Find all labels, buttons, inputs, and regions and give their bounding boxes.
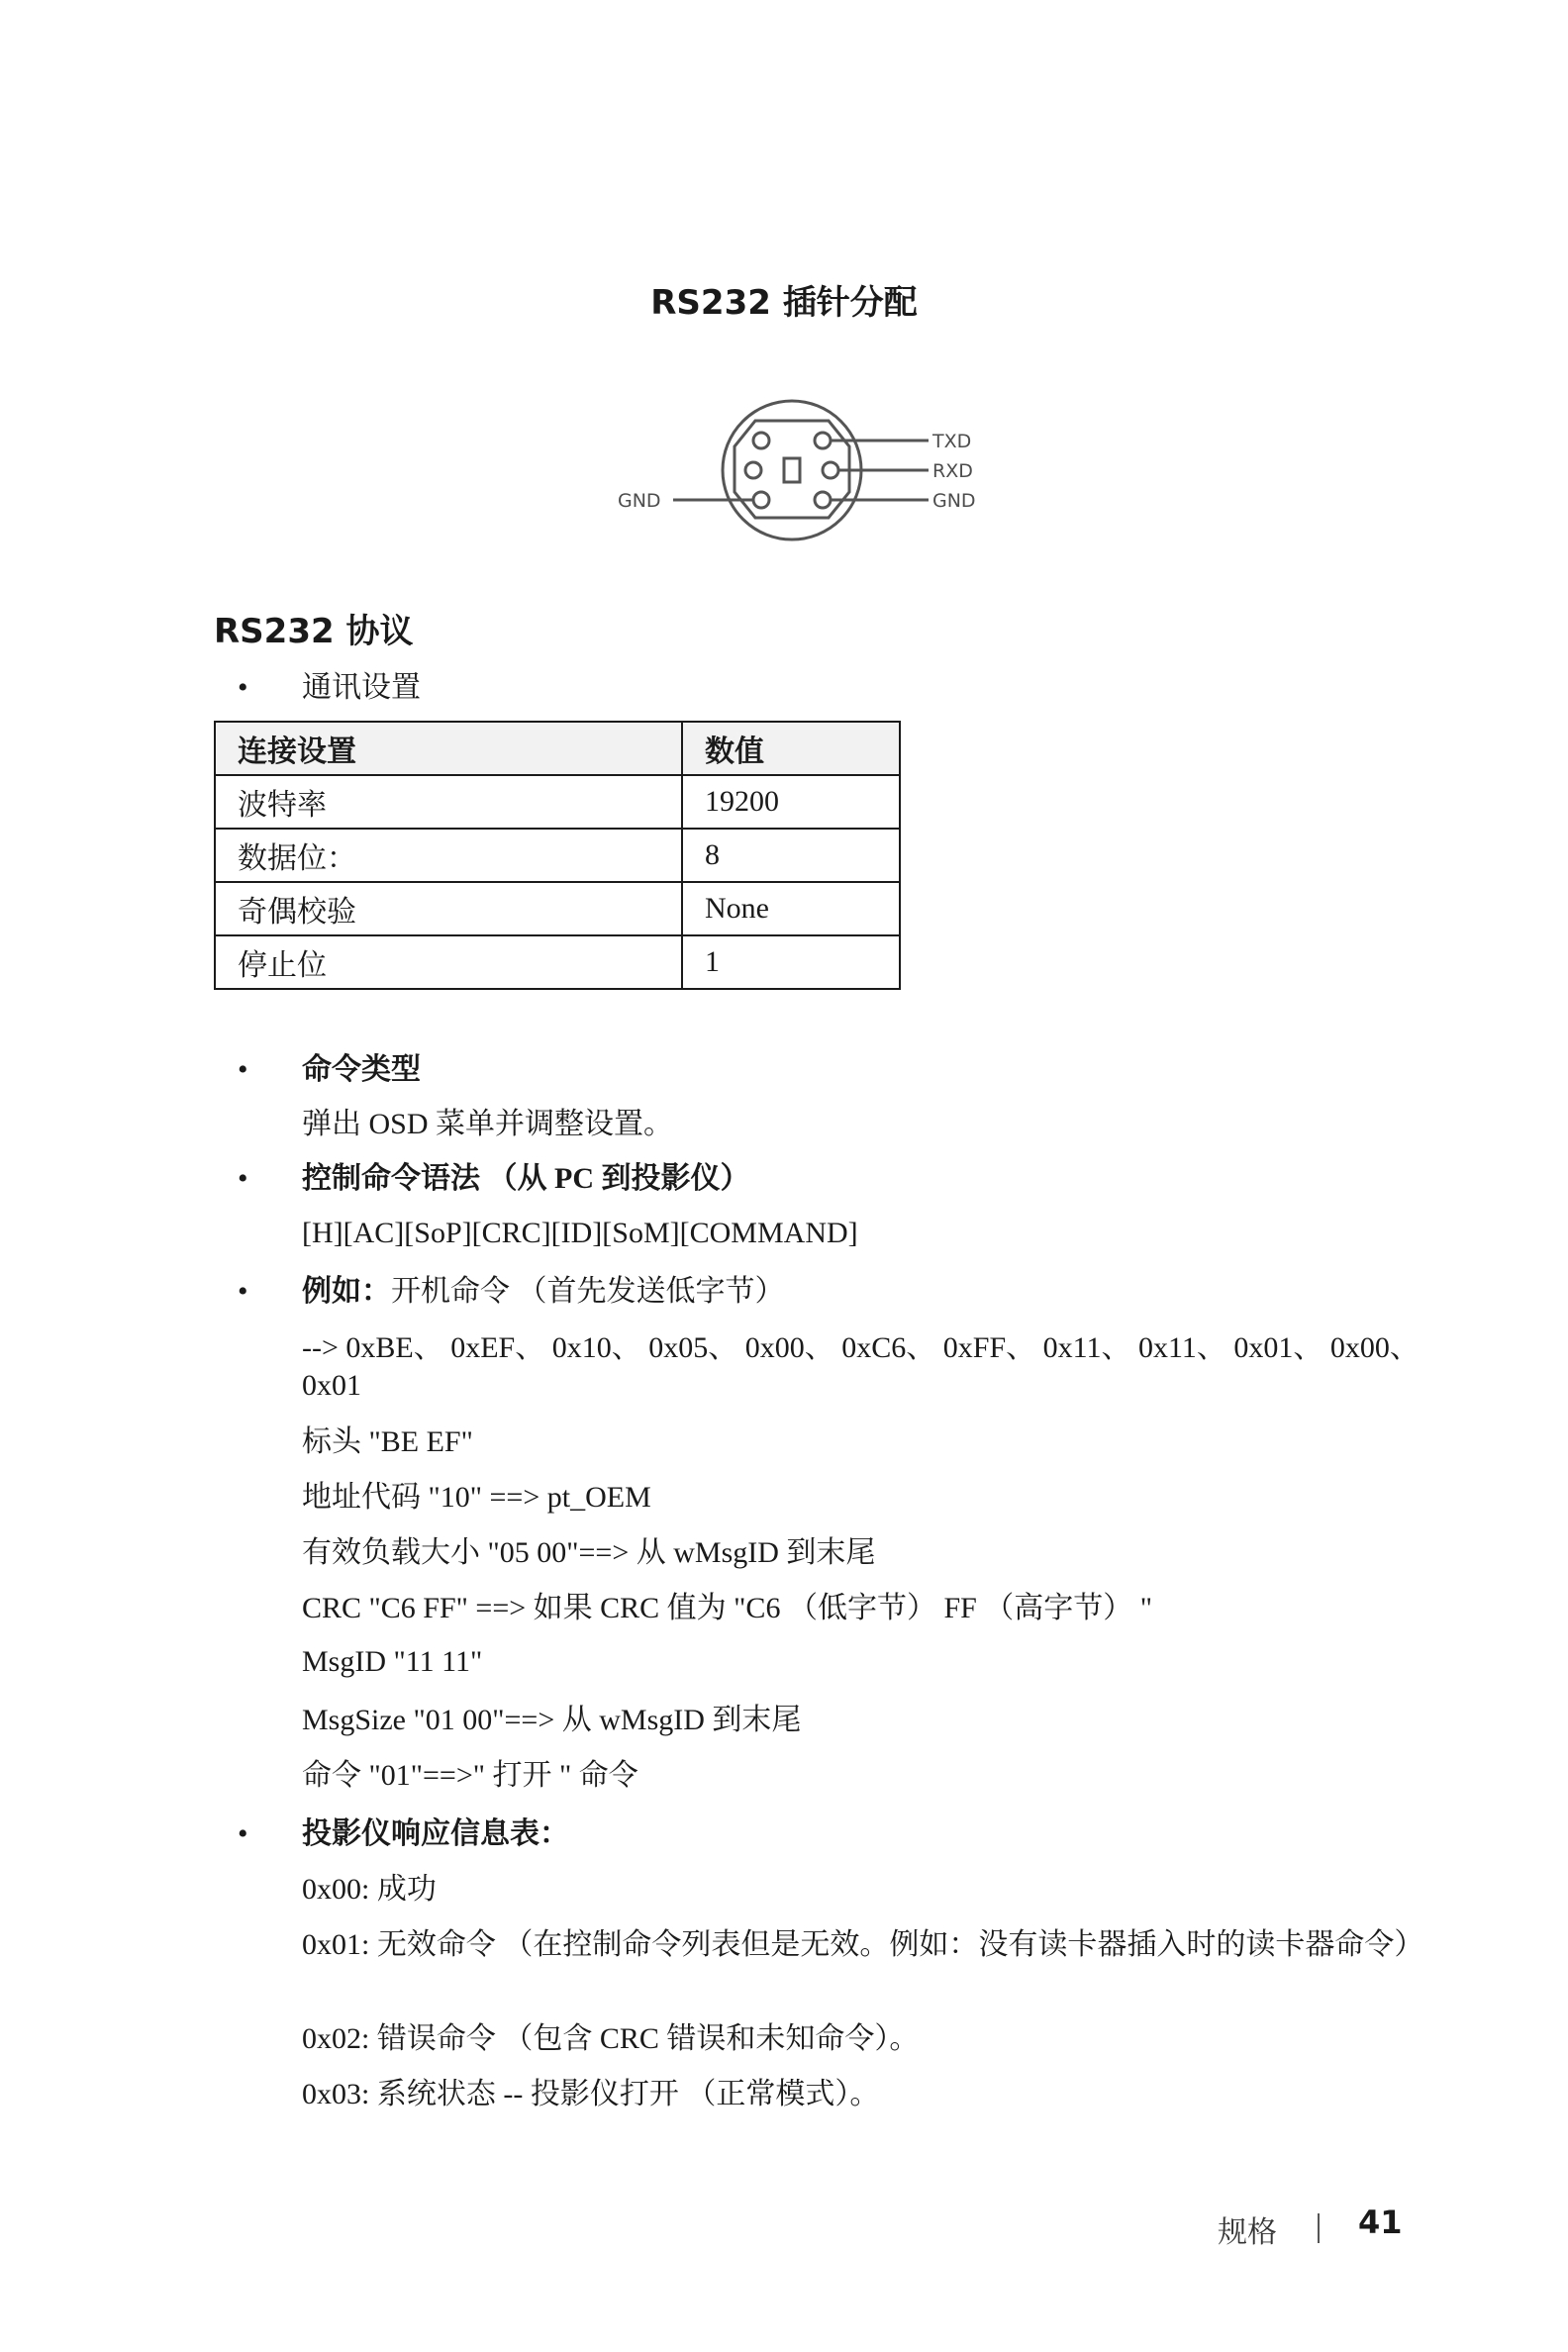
control-syntax-text: [H][AC][SoP][CRC][ID][SoM][COMMAND] — [302, 1217, 858, 1249]
pin-1 — [753, 433, 769, 448]
setting-value: 8 — [682, 829, 900, 882]
protocol-heading: RS232 协议 — [214, 612, 414, 651]
page-number: 41 — [1358, 2204, 1403, 2241]
example-detail-crc: CRC "C6 FF" ==> 如果 CRC 值为 "C6 （低字节） FF （高字节） " — [302, 1592, 1153, 1624]
response-item: 0x03: 系统状态 -- 投影仪打开 （正常模式）。 — [302, 2078, 880, 2110]
header-value: 数值 — [682, 722, 900, 775]
setting-value: 19200 — [682, 775, 900, 829]
command-type-label: 命令类型 — [302, 1053, 421, 1086]
setting-name: 波特率 — [215, 775, 682, 829]
pin-3 — [745, 462, 761, 478]
bullet-marker: • — [238, 1162, 248, 1195]
example-detail-command: 命令 "01"==>" 打开 " 命令 — [302, 1759, 638, 1792]
header-connection-setting: 连接设置 — [215, 722, 682, 775]
pin-5 — [753, 492, 769, 508]
response-item: 0x00: 成功 — [302, 1873, 437, 1906]
footer-section-name: 规格 — [1218, 2216, 1277, 2249]
table-row — [215, 882, 900, 935]
gnd-left-label: GND — [618, 490, 661, 512]
response-label: 投影仪响应信息表： — [302, 1817, 569, 1850]
setting-name: 停止位 — [215, 935, 682, 989]
table-row — [215, 935, 900, 989]
example-label-rest: 开机命令 （首先发送低字节） — [391, 1275, 785, 1308]
setting-name: 奇偶校验 — [215, 882, 682, 935]
rxd-label: RXD — [932, 460, 973, 482]
pin-2 — [815, 433, 831, 448]
gnd-right-label: GND — [932, 490, 976, 512]
center-key — [784, 458, 800, 482]
comm-settings-label: 通讯设置 — [302, 671, 421, 704]
example-detail-msgid: MsgID "11 11" — [302, 1645, 483, 1678]
setting-value: 1 — [682, 935, 900, 989]
example-detail-address: 地址代码 "10" ==> pt_OEM — [302, 1481, 651, 1514]
bullet-marker: • — [238, 1817, 248, 1850]
txd-label: TXD — [932, 431, 972, 452]
response-item: 0x01: 无效命令 （在控制命令列表但是无效。例如：没有读卡器插入时的读卡器命令） — [302, 1928, 1424, 1961]
pin-6 — [815, 492, 831, 508]
example-bytes: --> 0xBE、 0xEF、 0x10、 0x05、 0x00、 0xC6、 0xFF、 0x11、 0x11、 0x01、 0x00、 0x01 — [302, 1331, 1420, 1402]
comm-settings-table — [214, 721, 901, 990]
bullet-marker: • — [238, 1275, 248, 1308]
table-row — [215, 775, 900, 829]
table-header-row — [215, 722, 900, 775]
bullet-marker: • — [238, 671, 248, 704]
table-row — [215, 829, 900, 882]
page-title: RS232 插针分配 — [650, 283, 918, 323]
example-detail-msgsize: MsgSize "01 00"==> 从 wMsgID 到末尾 — [302, 1704, 802, 1736]
setting-name: 数据位： — [215, 829, 682, 882]
rs232-pin-diagram — [614, 391, 976, 564]
control-syntax-label: 控制命令语法 （从 PC 到投影仪） — [302, 1162, 750, 1195]
pin-4 — [823, 462, 838, 478]
bullet-marker: • — [238, 1053, 248, 1086]
example-label: 例如： — [302, 1275, 391, 1308]
footer-divider — [1318, 2213, 1320, 2243]
example-detail-header: 标头 "BE EF" — [302, 1425, 473, 1458]
example-heading — [302, 1273, 785, 1311]
example-detail-payload-size: 有效负载大小 "05 00"==> 从 wMsgID 到末尾 — [302, 1536, 876, 1569]
setting-value: None — [682, 882, 900, 935]
response-item: 0x02: 错误命令 （包含 CRC 错误和未知命令）。 — [302, 2022, 920, 2055]
command-type-text: 弹出 OSD 菜单并调整设置。 — [302, 1108, 674, 1140]
